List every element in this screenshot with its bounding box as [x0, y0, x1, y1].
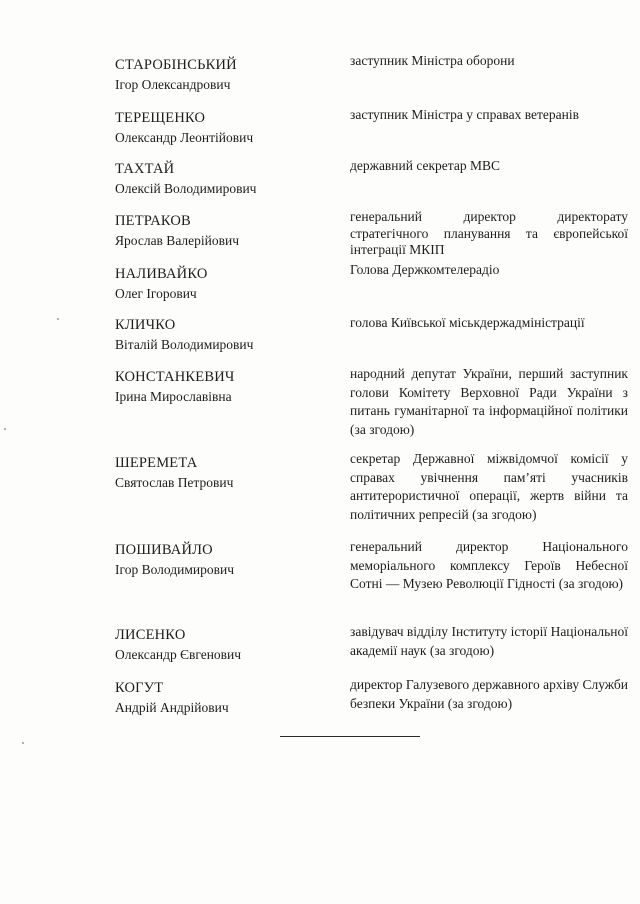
- member-position: генеральний директор Національного меморіального комплексу Героїв Небесної Сотні — Музею Революції Гідності (за згодою): [350, 539, 628, 592]
- member-given-name: Олег Ігорович: [115, 286, 197, 301]
- closing-rule: [280, 736, 420, 737]
- member-surname: СТАРОБІНСЬКИЙ: [115, 57, 237, 73]
- member-name: [115, 265, 325, 303]
- member-given-name: Ігор Володимирович: [115, 562, 234, 577]
- member-name: [115, 368, 325, 406]
- member-given-name: Олександр Євгенович: [115, 647, 242, 662]
- member-surname: КОГУТ: [115, 680, 164, 696]
- scan-speck: [57, 318, 59, 320]
- member-position: заступник Міністра у справах ветеранів: [350, 107, 579, 122]
- member-given-name: Олександр Леонтійович: [115, 130, 254, 145]
- member-position: Голова Держкомтелерадіо: [350, 262, 500, 277]
- member-given-name: Ігор Олександрович: [115, 77, 231, 92]
- member-position: державний секретар МВС: [350, 158, 500, 173]
- scan-speck: [4, 428, 6, 430]
- scan-speck: [22, 742, 24, 744]
- member-given-name: Ярослав Валерійович: [115, 233, 240, 248]
- member-surname: ТЕРЕЩЕНКО: [115, 110, 206, 126]
- member-name: [115, 56, 325, 94]
- member-name: [115, 212, 325, 250]
- member-name: [115, 454, 325, 492]
- member-surname: ПОШИВАЙЛО: [115, 542, 213, 558]
- member-position: завідувач відділу Інституту історії Національної академії наук (за згодою): [350, 624, 628, 658]
- member-surname: ШЕРЕМЕТА: [115, 455, 198, 471]
- member-given-name: Ірина Мирославівна: [115, 389, 232, 404]
- member-name: [115, 160, 325, 198]
- member-given-name: Олексій Володимирович: [115, 181, 257, 196]
- member-position: народний депутат України, перший заступник голови Комітету Верховної Ради України з питань гуманітарної та інформаційної політики (за згодою): [350, 366, 628, 437]
- member-surname: ЛИСЕНКО: [115, 627, 186, 643]
- member-surname: КОНСТАНКЕВИЧ: [115, 369, 235, 385]
- member-position: голова Київської міськдержадміністрації: [350, 315, 585, 330]
- member-given-name: Андрій Андрійович: [115, 700, 229, 715]
- member-position: секретар Державної міжвідомчої комісії у справах увічнення пам’яті учасників антитерористичної операції, жертв війни та політичних репресій (за згодою): [350, 451, 628, 522]
- member-given-name: Святослав Петрович: [115, 475, 234, 490]
- member-given-name: Віталій Володимирович: [115, 337, 254, 352]
- member-surname: ТАХТАЙ: [115, 161, 175, 177]
- member-name: [115, 626, 325, 664]
- member-surname: ПЕТРАКОВ: [115, 213, 191, 229]
- member-name: [115, 316, 325, 354]
- member-position: генеральний директор директорату стратегічного планування та європейської інтеграції МКІП: [350, 209, 628, 257]
- member-name: [115, 679, 325, 717]
- member-name: [115, 541, 325, 579]
- member-position: заступник Міністра оборони: [350, 53, 515, 68]
- member-name: [115, 109, 325, 147]
- member-surname: КЛИЧКО: [115, 317, 176, 333]
- member-surname: НАЛИВАЙКО: [115, 266, 208, 282]
- member-position: директор Галузевого державного архіву Служби безпеки України (за згодою): [350, 677, 629, 711]
